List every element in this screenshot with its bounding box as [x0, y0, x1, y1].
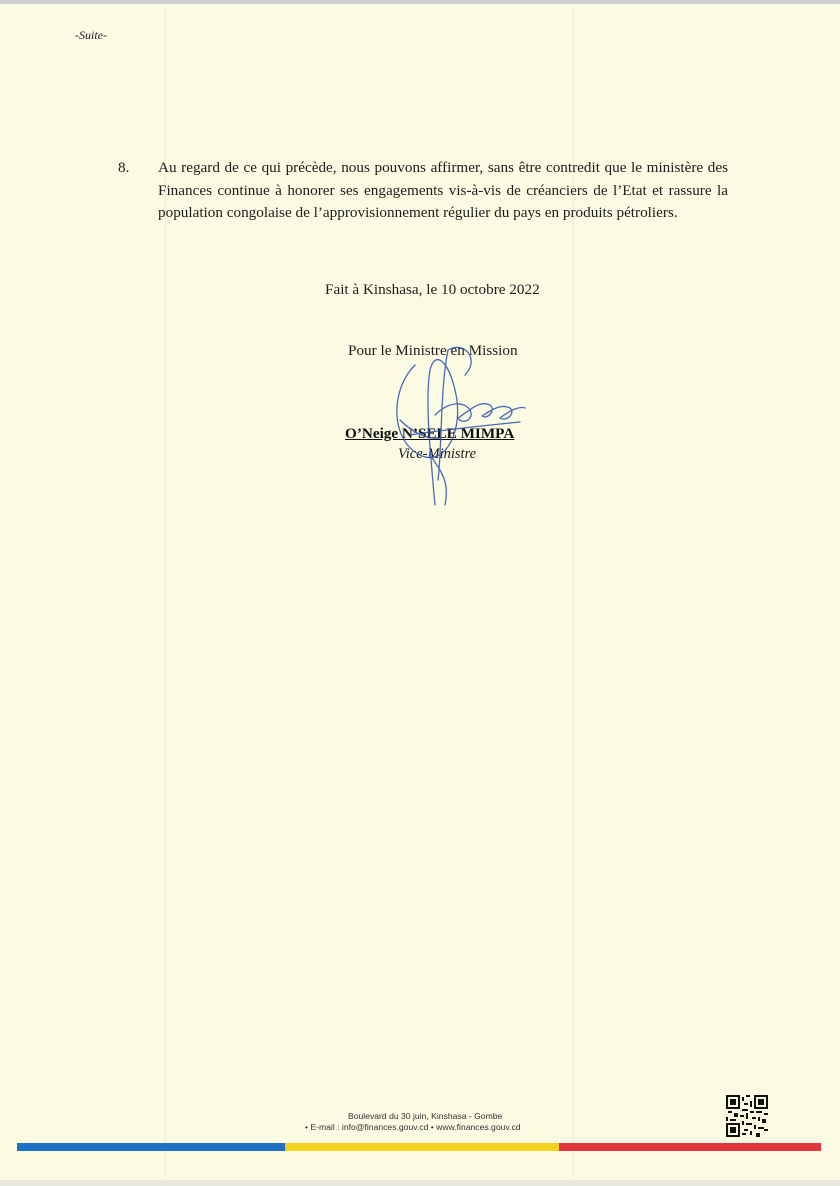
scan-bottom-edge [0, 1180, 840, 1186]
qr-code-icon [726, 1095, 768, 1137]
signatory-title: Vice-Ministre [398, 446, 477, 462]
on-behalf-line: Pour le Ministre en Mission [348, 342, 518, 359]
handwritten-signature [370, 330, 550, 520]
flag-stripe-yellow [285, 1143, 559, 1151]
paragraph-8 [118, 157, 728, 225]
signatory-name: O’Neige N’SELE MIMPA [345, 425, 515, 442]
footer-address: Boulevard du 30 juin, Kinshasa - Gombe [348, 1111, 503, 1121]
place-and-date: Fait à Kinshasa, le 10 octobre 2022 [325, 281, 540, 298]
flag-stripe-blue [17, 1143, 285, 1151]
paragraph-text: Au regard de ce qui précède, nous pouvons affirmer, sans être contredit que le ministère des Finances continue à honorer ses engagements vis-à-vis de créanciers de l’Etat et rassure la population congolaise de l’approvisionnement régulier du pays en produits pétroliers. [158, 159, 728, 221]
paragraph-number: 8. [118, 159, 130, 176]
flag-stripe-red [559, 1143, 821, 1151]
continuation-header: -Suite- [75, 28, 107, 42]
footer-contact: • E-mail : info@finances.gouv.cd • www.finances.gouv.cd [305, 1122, 521, 1132]
